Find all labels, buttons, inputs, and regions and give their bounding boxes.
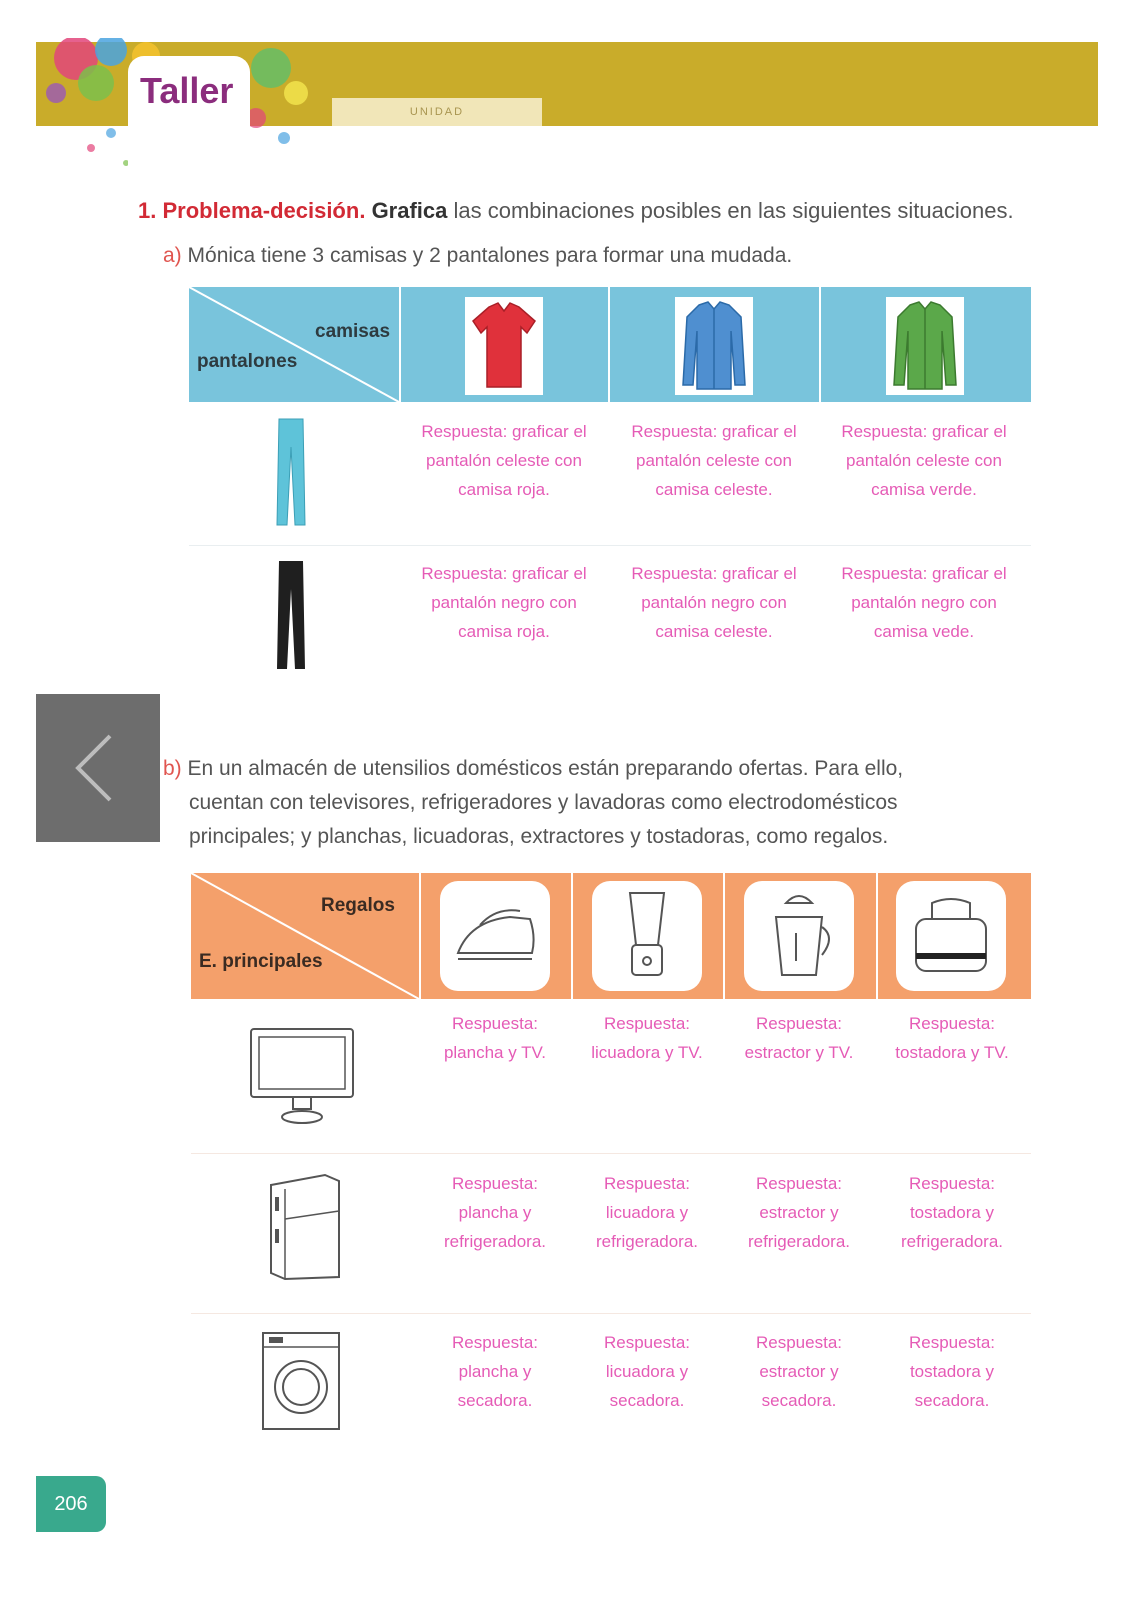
part-a-letter: a) (163, 244, 182, 267)
page-title: Taller (140, 70, 234, 111)
combinations-table-a (189, 287, 1031, 687)
part-b-line-2: cuentan con televisores, refrigeradores y lavadoras como electrodomésticos (189, 791, 898, 814)
part-b-line-3: principales; y planchas, licuadoras, extractores y tostadoras, como regalos. (189, 825, 889, 848)
answer-cell: Respuesta: graficar el pantalón negro con camisa roja. (421, 564, 587, 641)
header-label-regalos: Regalos (321, 895, 395, 916)
answer-cell: Respuesta: graficar el pantalón negro con camisa celeste. (631, 564, 797, 641)
answer-cell: Respuesta: tostadora y secadora. (909, 1333, 995, 1410)
iron-icon (440, 881, 550, 991)
unit-tab: UNIDAD (332, 98, 542, 126)
previous-page-button[interactable] (36, 694, 160, 842)
answer-cell: Respuesta: tostadora y refrigeradora. (900, 1174, 1004, 1251)
answer-cell: Respuesta: tostadora y TV. (895, 1014, 1009, 1062)
page-number-badge: 206 (36, 1476, 106, 1532)
light-blue-pants-icon (271, 417, 311, 527)
column-divider (819, 287, 821, 687)
toaster-icon (896, 881, 1006, 991)
answer-cell: Respuesta: licuadora y TV. (591, 1014, 703, 1062)
diagonal-divider (191, 873, 419, 999)
header-label-pantalones: pantalones (197, 351, 298, 372)
question-text: las combinaciones posibles en las siguientes situaciones. (447, 198, 1014, 223)
washing-machine-icon (259, 1329, 343, 1433)
juicer-icon (744, 881, 854, 991)
green-shirt-icon (886, 297, 964, 395)
answer-cell: Respuesta: plancha y secadora. (452, 1333, 538, 1410)
question-title: Problema-decisión. (162, 198, 366, 223)
answer-cell: Respuesta: graficar el pantalón negro con camisa vede. (841, 564, 1007, 641)
row-divider (189, 545, 1031, 546)
part-b-letter: b) (163, 757, 182, 780)
refrigerator-icon (265, 1171, 345, 1281)
column-divider (399, 287, 401, 687)
header-label-camisas: camisas (315, 321, 391, 342)
question-statement (138, 198, 1014, 224)
answer-cell: Respuesta: plancha y refrigeradora. (443, 1174, 547, 1251)
answer-cell: Respuesta: estractor y secadora. (756, 1333, 842, 1410)
blender-icon (592, 881, 702, 991)
answer-cell: Respuesta: graficar el pantalón celeste con camisa celeste. (631, 422, 797, 499)
row-divider (191, 1313, 1031, 1314)
answer-cell: Respuesta: licuadora y refrigeradora. (595, 1174, 699, 1251)
answer-cell: Respuesta: graficar el pantalón celeste con camisa roja. (421, 422, 587, 499)
part-a-statement (163, 244, 792, 268)
combinations-table-b (191, 873, 1031, 1485)
blue-shirt-icon (675, 297, 753, 395)
answer-cell: Respuesta: licuadora y secadora. (604, 1333, 690, 1410)
part-b-statement (163, 752, 1031, 854)
answer-cell: Respuesta: estractor y TV. (744, 1014, 854, 1062)
black-pants-icon (271, 559, 311, 671)
answer-cell: Respuesta: plancha y TV. (443, 1014, 547, 1062)
part-b-line-1: En un almacén de utensilios domésticos están preparando ofertas. Para ello, (187, 757, 904, 780)
tv-icon (247, 1023, 357, 1133)
red-shirt-icon (465, 297, 543, 395)
row-divider (191, 1153, 1031, 1154)
column-divider (608, 287, 610, 687)
question-number: 1. (138, 198, 157, 223)
diagonal-divider (189, 287, 399, 402)
answer-cell: Respuesta: estractor y refrigeradora. (747, 1174, 851, 1251)
chevron-left-icon (36, 694, 160, 842)
header-label-e-principales: E. principales (199, 951, 323, 972)
part-a-text: Mónica tiene 3 camisas y 2 pantalones para formar una mudada. (187, 244, 793, 267)
question-verb: Grafica (371, 198, 448, 223)
answer-cell: Respuesta: graficar el pantalón celeste con camisa verde. (841, 422, 1007, 499)
